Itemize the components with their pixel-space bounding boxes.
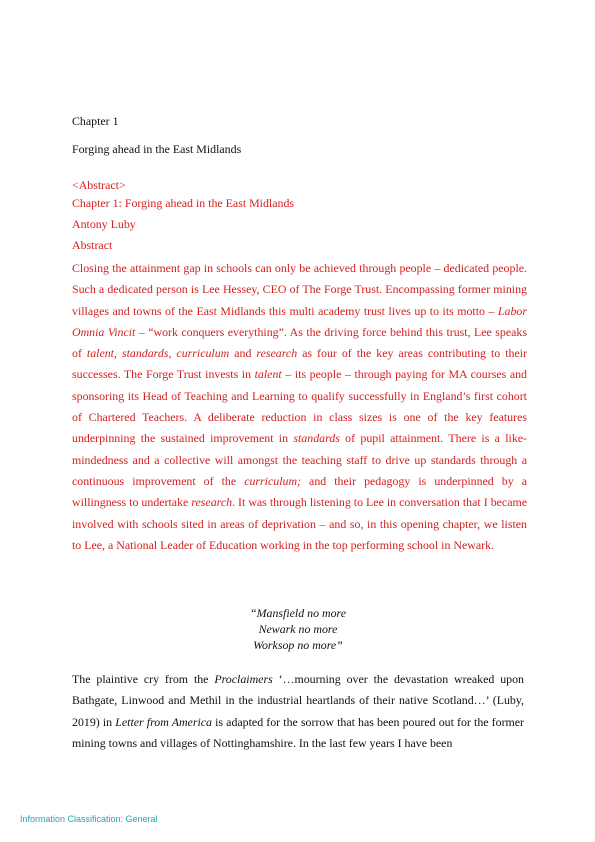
classification-footer: Information Classification: General — [20, 814, 158, 824]
abstract-term: standards — [121, 346, 169, 361]
abstract-term: research — [256, 346, 298, 361]
abstract-text: of pupil attainment. There is a like-mindedness and a collective will amongst the teaching staff to drive up standards through a continuous improvement of the — [72, 431, 528, 488]
abstract-label: Abstract — [72, 238, 113, 252]
abstract-paragraph — [72, 258, 527, 556]
abstract-text: and their pedagogy is underpinned by a willingness to undertake — [72, 473, 527, 510]
author-name: Antony Luby — [72, 217, 136, 231]
abstract-text: , — [114, 346, 122, 361]
poem-line: Newark no more — [258, 622, 338, 636]
abstract-text: as four of the key areas contributing to their successes. The Forge Trust invests in — [72, 346, 527, 382]
body-text: The plaintive cry from the — [72, 672, 215, 686]
band-name: Proclaimers — [214, 672, 273, 686]
poem-line: “Mansfield no more — [249, 606, 346, 620]
chapter-label: Chapter 1 — [72, 114, 119, 128]
abstract-text: – “work conquers everything”. As the driving force behind this trust, Lee speaks of — [72, 324, 527, 361]
abstract-term: curriculum — [176, 346, 230, 361]
body-text: ‘…mourning over the devastation wreaked upon Bathgate, Linwood and Methil in the industrial heartlands of their native Scotland…’ (Luby, 2019) in — [72, 672, 524, 729]
abstract-term: talent — [254, 367, 282, 382]
abstract-tag: <Abstract> — [72, 178, 126, 192]
abstract-term: curriculum; — [244, 473, 301, 488]
abstract-text: and — [229, 346, 257, 361]
abstract-term: talent — [86, 346, 114, 361]
poem-line: Worksop no more” — [253, 638, 343, 652]
body-paragraph — [72, 669, 524, 754]
abstract-text: . It was through listening to Lee in conversation that I became involved with schools sited in areas of deprivation – and so, in this opening chapter, we listen to Lee, a National Leader of Education working in the top performing school in Newark. — [72, 495, 527, 552]
abstract-term: standards — [293, 431, 340, 446]
song-title: Letter from America — [115, 714, 212, 729]
abstract-text: Closing the attainment gap in schools can only be achieved through people – dedicated people. Such a dedicated person is Lee Hessey, CEO of The Forge Trust. Encompassing former mining villages and towns of the East Midlands this multi academy trust lives up to its motto – — [72, 261, 527, 318]
abstract-text: , — [168, 346, 177, 361]
abstract-heading: Chapter 1: Forging ahead in the East Midlands — [72, 196, 295, 210]
abstract-motto: Labor Omnia Vincit — [72, 303, 527, 339]
abstract-term: research — [191, 495, 233, 510]
chapter-title: Forging ahead in the East Midlands — [72, 142, 242, 156]
epigraph-poem — [148, 605, 448, 653]
abstract-text: – its people – through paying for MA courses and sponsoring its Head of Teaching and Learning to qualify successfully in England’s first cohort of Chartered Teachers. A deliberate reduction in class sizes is one of the key features underpinning the sustained improvement in — [72, 367, 527, 446]
body-text: is adapted for the sorrow that has been poured out for the former mining towns and villages of Nottinghamshire. In the last few years I have been — [72, 714, 525, 750]
